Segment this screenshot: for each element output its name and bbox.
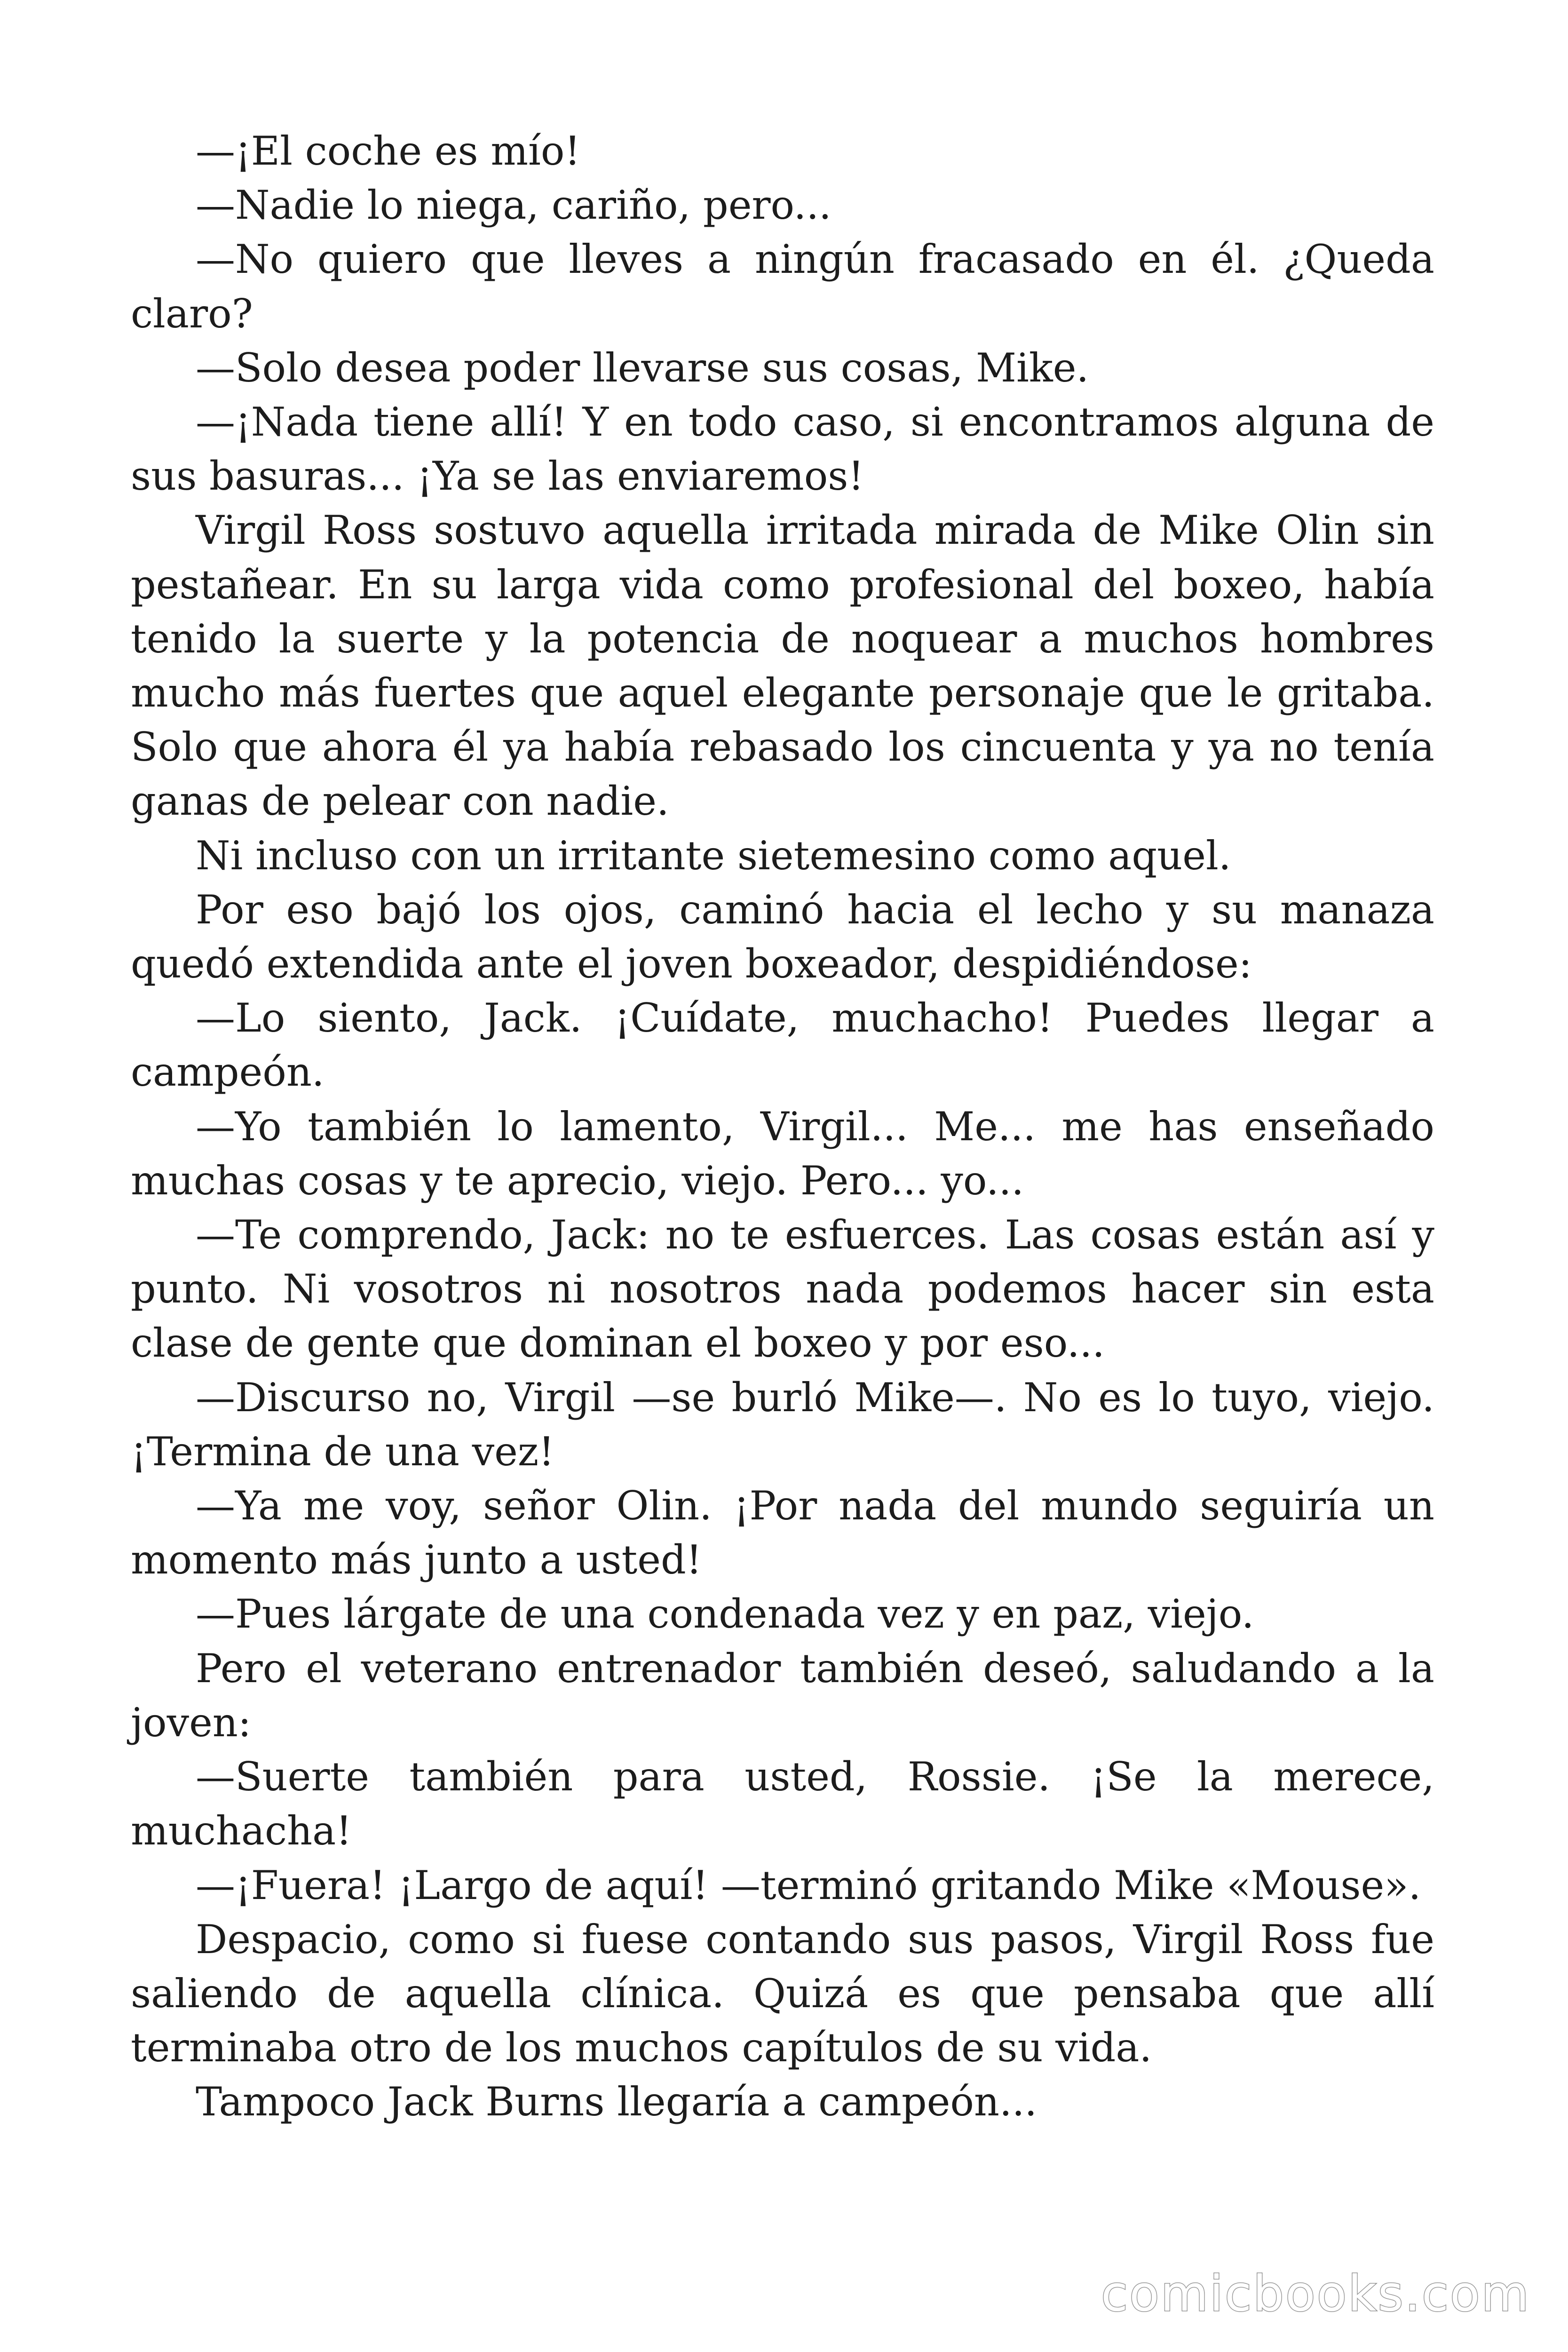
paragraph: —Solo desea poder llevarse sus cosas, Mike.	[196, 344, 1089, 391]
paragraph: —Nadie lo niega, cariño, pero...	[196, 182, 832, 229]
paragraph: —Lo siento, Jack. ¡Cuídate, muchacho! Puedes llegar a campeón.	[131, 995, 1434, 1096]
paragraph: —¡Fuera! ¡Largo de aquí! —terminó gritando Mike «Mouse».	[196, 1862, 1421, 1908]
paragraph: —Yo también lo lamento, Virgil... Me... me has enseñado muchas cosas y te aprecio, viejo. Pero... yo...	[131, 1103, 1434, 1204]
paragraph: Virgil Ross sostuvo aquella irritada mirada de Mike Olin sin pestañear. En su larga vida como profesional del boxeo, había tenido la suerte y la potencia de noquear a muchos hombres mucho más fuertes que aquel elegante personaje que le gritaba. Solo que ahora él ya había rebasado los cincuenta y ya no tenía ganas de pelear con nadie.	[131, 507, 1434, 825]
paragraph: —Suerte también para usted, Rossie. ¡Se la merece, muchacha!	[131, 1754, 1434, 1854]
paragraph: Ni incluso con un irritante sietemesino como aquel.	[196, 832, 1231, 879]
paragraph: —Pues lárgate de una condenada vez y en paz, viejo.	[196, 1591, 1254, 1637]
paragraph: —¡Nada tiene allí! Y en todo caso, si encontramos alguna de sus basuras... ¡Ya se las enviaremos!	[131, 399, 1434, 500]
page-text	[131, 124, 1434, 2130]
paragraph: Despacio, como si fuese contando sus pasos, Virgil Ross fue saliendo de aquella clínica. Quizá es que pensaba que allí terminaba otro de los muchos capítulos de su vida.	[131, 1916, 1434, 2071]
watermark-text: comicbooks.com	[1101, 2265, 1530, 2322]
paragraph: Pero el veterano entrenador también deseó, saludando a la joven:	[131, 1645, 1434, 1746]
paragraph: —No quiero que lleves a ningún fracasado en él. ¿Queda claro?	[131, 236, 1434, 337]
paragraph: Tampoco Jack Burns llegaría a campeón...	[196, 2079, 1037, 2125]
paragraph: —Discurso no, Virgil —se burló Mike—. No es lo tuyo, viejo. ¡Termina de una vez!	[131, 1374, 1434, 1475]
paragraph: —Te comprendo, Jack: no te esfuerces. Las cosas están así y punto. Ni vosotros ni nosotros nada podemos hacer sin esta clase de gente que dominan el boxeo y por eso...	[131, 1212, 1434, 1367]
paragraph: —¡El coche es mío!	[196, 128, 581, 174]
paragraph: Por eso bajó los ojos, caminó hacia el lecho y su manaza quedó extendida ante el joven boxeador, despidiéndose:	[131, 886, 1434, 987]
paragraph: —Ya me voy, señor Olin. ¡Por nada del mundo seguiría un momento más junto a usted!	[131, 1483, 1434, 1583]
